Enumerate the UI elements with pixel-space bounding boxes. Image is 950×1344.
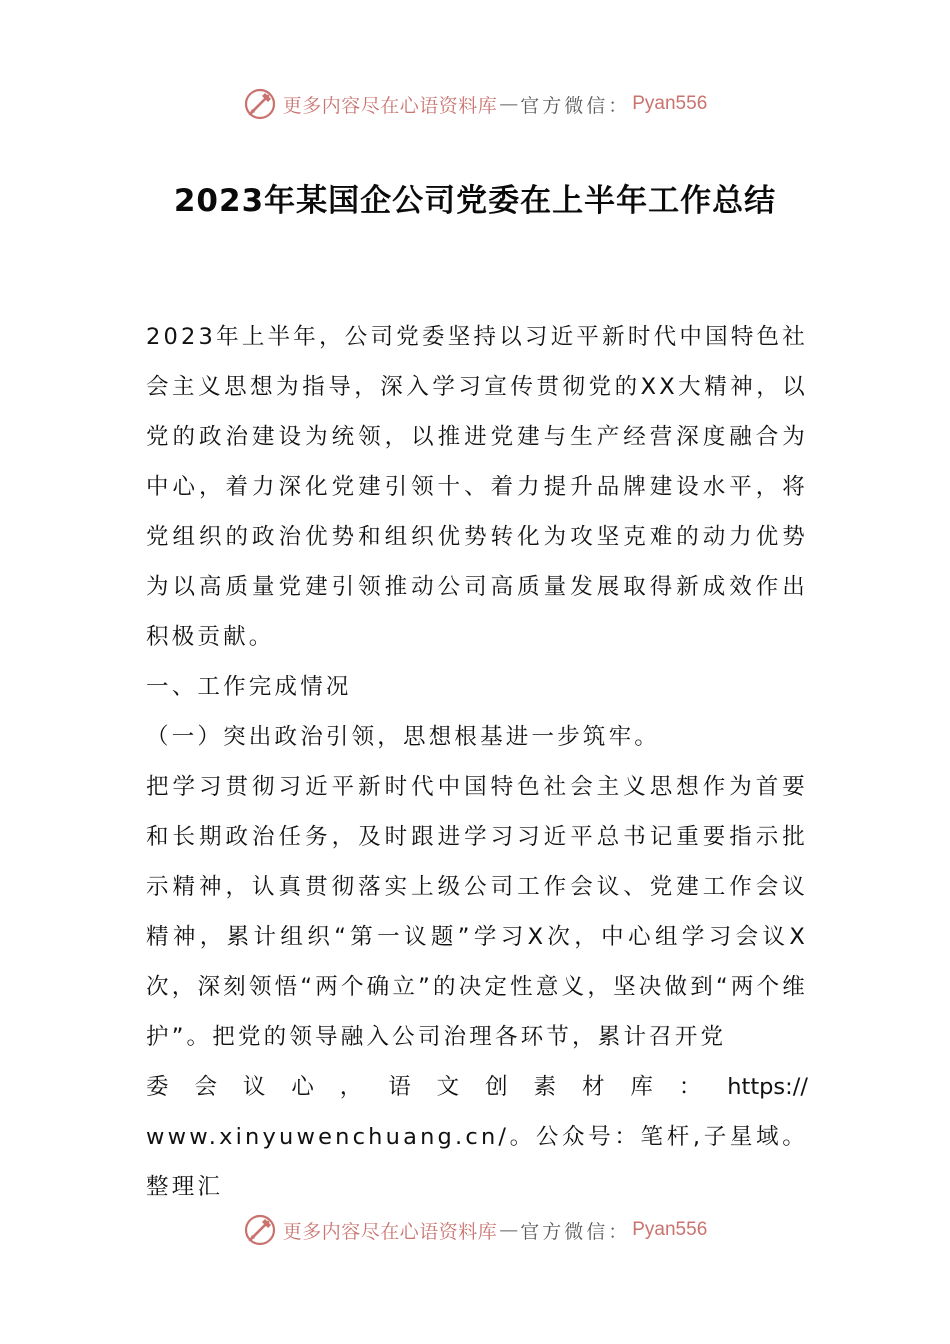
spread-char: 素 (533, 1074, 557, 1100)
spread-char: 创 (485, 1074, 508, 1100)
subsection-heading: （一）突出政治引领，思想根基进一步筑牢。 (146, 724, 661, 750)
spread-char: ： (678, 1074, 702, 1100)
header-watermark (0, 84, 950, 124)
intro-paragraph: 2023年上半年，公司党委坚持以习近平新时代中国特色社会主义思想为指导，深入学习宣传贯彻党的XX大精神，以党的政治建设为统领，以推进党建与生产经营深度融合为中心，着力深化党建引领十、着力提升品牌建设水平，将党组织的政治优势和组织优势转化为攻坚克难的动力优势为以高质量党建引领推动公司高质量发展取得新成效作出积极贡献。 (146, 324, 808, 650)
watermark-wechat-id: Pyan556 (632, 1219, 708, 1240)
spread-char: 委 (146, 1074, 169, 1100)
spread-char: 库 (630, 1074, 653, 1100)
watermark-dash: — (499, 1219, 519, 1241)
watermark-brand-text: 更多内容尽在心语资料库 (282, 1220, 498, 1243)
body-paragraph: 把学习贯彻习近平新时代中国特色社会主义思想作为首要和长期政治任务，及时跟进学习习近平总书记重要指示批示精神，认真贯彻落实上级公司工作会议、党建工作会议精神，累计组织“第一议题”学习X次，中心组学习会议X次，深刻领悟“两个确立”的决定性意义，坚决做到“两个维护”。把党的领导融入公司治理各环节，累计召开党 (146, 774, 808, 1050)
watermark-brand-text: 更多内容尽在心语资料库 (282, 94, 498, 117)
spread-char: 材 (581, 1074, 605, 1100)
footer-watermark (0, 1210, 950, 1250)
url-fragment: https:// (727, 1074, 808, 1100)
spread-char: 心 (291, 1074, 314, 1100)
spread-char: 会 (194, 1074, 217, 1100)
spread-char: 语 (388, 1074, 411, 1100)
pen-logo-icon (243, 87, 277, 121)
watermark-wechat-id: Pyan556 (632, 93, 708, 114)
watermark-dash: — (499, 93, 519, 115)
spread-char: ， (339, 1074, 363, 1100)
spread-char: 文 (436, 1074, 460, 1100)
watermark-wechat-label: 官方微信： (520, 1220, 631, 1243)
document-body (146, 312, 808, 1212)
justified-line (146, 1062, 808, 1112)
section-heading: 一、工作完成情况 (146, 674, 352, 700)
watermark-wechat-label: 官方微信： (520, 94, 631, 117)
url-line: www.xinyuwenchuang.cn/。公众号：笔杆,子星域。整理汇 (146, 1124, 808, 1200)
spread-char: 议 (242, 1074, 266, 1100)
document-title: 2023年某国企公司党委在上半年工作总结 (173, 183, 777, 219)
pen-logo-icon (243, 1213, 277, 1247)
